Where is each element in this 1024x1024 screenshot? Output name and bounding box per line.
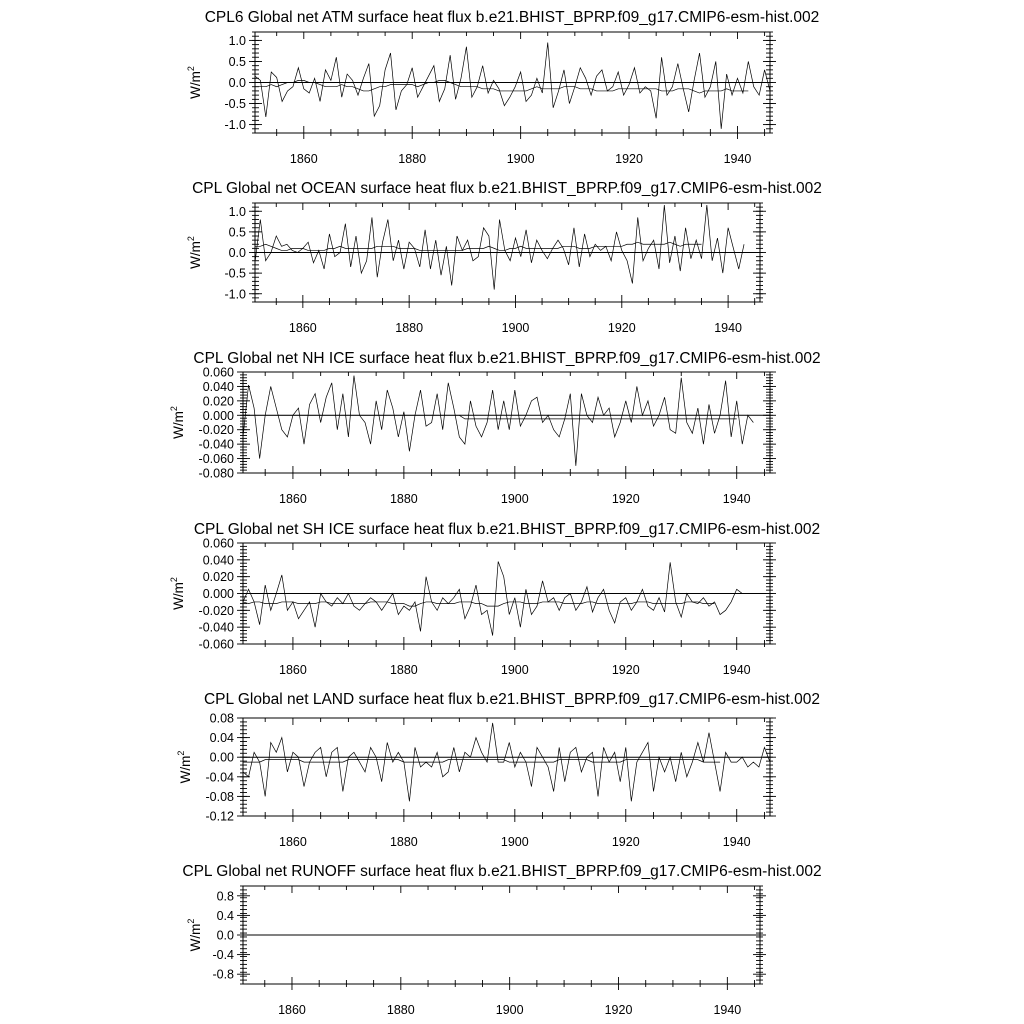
x-tick-label: 1920 xyxy=(611,663,640,677)
y-tick-label: 0.5 xyxy=(228,54,246,69)
y-axis-label: $W/m^2$ xyxy=(169,577,186,610)
y-axis-label: $W/m^2$ xyxy=(186,236,203,269)
x-tick-label: 1940 xyxy=(722,835,751,849)
x-tick-label: 1880 xyxy=(386,1003,415,1017)
x-tick-label: 1920 xyxy=(615,152,643,166)
y-tick-label: 0.00 xyxy=(209,750,234,765)
x-tick-label: 1920 xyxy=(604,1003,633,1017)
chart-panel xyxy=(176,691,820,849)
x-tick-label: 1900 xyxy=(506,152,535,166)
y-tick-label: 0.4 xyxy=(216,908,234,923)
chart-panel xyxy=(186,9,819,166)
y-tick-label: 0.0 xyxy=(228,246,246,260)
x-tick-label: 1880 xyxy=(389,663,418,677)
y-tick-label: 1.0 xyxy=(228,33,246,48)
series-line-smoothed xyxy=(243,415,737,419)
y-tick-label: -0.8 xyxy=(212,967,234,982)
y-tick-label: 0.000 xyxy=(202,408,234,423)
x-tick-label: 1920 xyxy=(607,321,636,335)
chart-title: CPL6 Global net ATM surface heat flux b.e21.BHIST_BPRP.f09_g17.CMIP6-esm-hist.002 xyxy=(204,9,820,26)
y-tick-label: 0.08 xyxy=(209,711,234,726)
series-line-smoothed xyxy=(243,760,720,762)
chart-title: CPL Global net SH ICE surface heat flux b.e21.BHIST_BPRP.f09_g17.CMIP6-esm-hist.002 xyxy=(193,521,821,538)
y-tick-label: -0.08 xyxy=(205,789,234,804)
series-line-annual xyxy=(243,376,753,466)
x-tick-label: 1940 xyxy=(714,321,743,335)
y-tick-label: 0.060 xyxy=(202,365,234,380)
x-tick-label: 1880 xyxy=(389,835,418,849)
y-tick-label: 0.0 xyxy=(228,76,246,90)
x-tick-label: 1900 xyxy=(495,1003,524,1017)
series-line-annual xyxy=(255,205,744,290)
y-tick-label: 0.060 xyxy=(202,536,234,551)
series-line-annual xyxy=(243,562,742,636)
y-tick-label: 0.020 xyxy=(202,570,234,585)
y-tick-label: -0.060 xyxy=(198,637,234,652)
x-tick-label: 1880 xyxy=(395,321,424,335)
series-line-smoothed xyxy=(255,242,702,250)
y-tick-label: -0.080 xyxy=(198,466,234,481)
y-tick-label: -1.0 xyxy=(224,118,246,133)
y-tick-label: 0.000 xyxy=(202,587,234,601)
y-tick-label: -0.4 xyxy=(212,948,234,963)
x-tick-label: 1860 xyxy=(289,152,318,166)
y-tick-label: -0.040 xyxy=(198,437,234,452)
chart-title: CPL Global net RUNOFF surface heat flux b.e21.BHIST_BPRP.f09_g17.CMIP6-esm-hist.002 xyxy=(182,863,822,880)
x-tick-label: 1900 xyxy=(500,835,529,849)
y-tick-label: -0.020 xyxy=(198,423,234,438)
y-tick-label: 0.8 xyxy=(216,889,234,904)
x-tick-label: 1940 xyxy=(723,152,752,166)
x-tick-label: 1860 xyxy=(288,321,317,335)
plot-frame xyxy=(243,718,770,816)
y-axis-label: $W/m^2$ xyxy=(176,750,193,784)
x-tick-label: 1880 xyxy=(398,152,427,166)
chart-title: CPL Global net LAND surface heat flux b.e21.BHIST_BPRP.f09_g17.CMIP6-esm-hist.002 xyxy=(203,691,821,708)
y-tick-label: 0.020 xyxy=(202,394,234,409)
y-tick-label: -0.04 xyxy=(205,770,234,785)
y-tick-label: 0.0 xyxy=(216,928,234,943)
x-tick-label: 1940 xyxy=(722,492,751,506)
y-axis-label: $W/m^2$ xyxy=(186,918,203,952)
x-tick-label: 1900 xyxy=(500,663,529,677)
y-axis-label: $W/m^2$ xyxy=(169,406,186,439)
x-tick-label: 1860 xyxy=(278,1003,306,1017)
y-tick-label: -0.5 xyxy=(224,266,246,281)
x-tick-label: 1860 xyxy=(279,492,307,506)
x-tick-label: 1940 xyxy=(713,1003,742,1017)
x-tick-label: 1900 xyxy=(501,321,530,335)
chart-title: CPL Global net NH ICE surface heat flux b.e21.BHIST_BPRP.f09_g17.CMIP6-esm-hist.002 xyxy=(193,350,821,367)
chart-panel xyxy=(169,521,820,677)
x-tick-label: 1920 xyxy=(611,492,640,506)
chart-panel xyxy=(182,863,821,1017)
x-tick-label: 1880 xyxy=(389,492,418,506)
chart-panel xyxy=(169,350,821,506)
x-tick-label: 1900 xyxy=(500,492,529,506)
chart-panel xyxy=(186,180,822,335)
series-line-annual xyxy=(255,43,770,129)
y-tick-label: 0.040 xyxy=(202,553,234,568)
y-axis-label: $W/m^2$ xyxy=(186,66,203,99)
y-tick-label: 1.0 xyxy=(228,204,246,219)
y-tick-label: -0.020 xyxy=(198,603,234,618)
series-line-smoothed xyxy=(243,602,715,606)
x-tick-label: 1860 xyxy=(279,835,307,849)
plot-frame xyxy=(243,372,770,473)
y-tick-label: 0.5 xyxy=(228,225,246,240)
x-tick-label: 1920 xyxy=(611,835,640,849)
y-tick-label: 0.04 xyxy=(209,731,234,746)
y-tick-label: -0.5 xyxy=(224,97,246,112)
y-tick-label: -0.12 xyxy=(205,809,234,824)
y-tick-label: -0.060 xyxy=(198,452,234,467)
chart-title: CPL Global net OCEAN surface heat flux b.e21.BHIST_BPRP.f09_g17.CMIP6-esm-hist.002 xyxy=(192,180,822,197)
y-tick-label: -1.0 xyxy=(224,287,246,302)
x-tick-label: 1860 xyxy=(279,663,307,677)
y-tick-label: 0.040 xyxy=(202,379,234,394)
y-tick-label: -0.040 xyxy=(198,620,234,635)
x-tick-label: 1940 xyxy=(722,663,751,677)
